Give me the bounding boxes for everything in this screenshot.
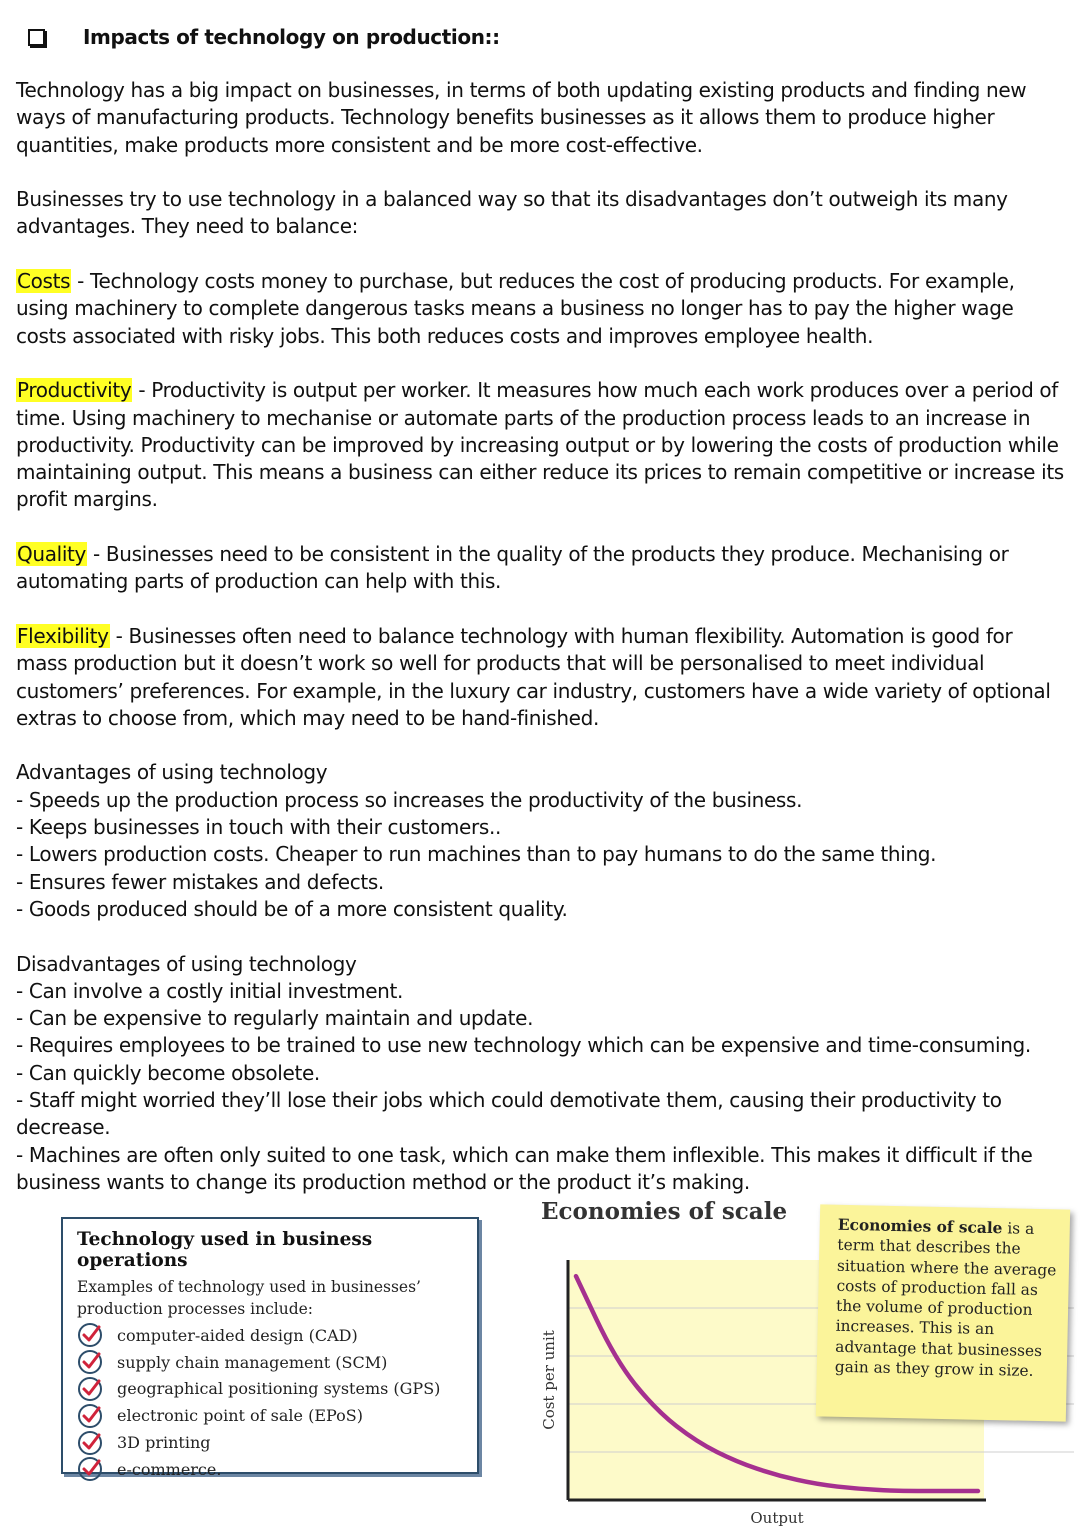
document-body — [16, 77, 1068, 1223]
factor-productivity — [16, 377, 1068, 513]
section-heading — [28, 22, 500, 52]
factor-costs — [16, 268, 1068, 350]
tech-item-text: computer-aided design (CAD) — [117, 1325, 358, 1345]
x-axis-label: Output — [750, 1509, 804, 1526]
list-item: - Can quickly become obsolete. — [16, 1060, 320, 1085]
factor-term: Quality — [17, 542, 87, 567]
disadvantages-section — [16, 951, 1068, 1197]
tech-box-intro: Examples of technology used in businesses’ production processes include: — [77, 1278, 421, 1318]
list-item: - Staff might worried they’ll lose their jobs which could demotivate them, causing their productivity to decrease. — [16, 1087, 1002, 1140]
list-item — [77, 1456, 477, 1483]
check-circle-icon — [77, 1322, 103, 1348]
factor-text: - Technology costs money to purchase, but reduces the cost of producing products. For example, using machinery to complete dangerous tasks means a business no longer has to pay the higher wage costs associated with risky jobs. This both reduces costs and improves employee health. — [16, 269, 1015, 348]
factor-quality — [16, 541, 1068, 596]
checkbox-bullet-icon — [28, 29, 45, 46]
tech-item-text: electronic point of sale (EPoS) — [117, 1406, 363, 1426]
factor-term: Flexibility — [17, 623, 109, 648]
list-item: - Can involve a costly initial investment. — [16, 978, 403, 1003]
check-circle-icon — [77, 1349, 103, 1375]
factor-text: - Productivity is output per worker. It measures how much each work produces over a period of time. Using machinery to mechanise or automate parts of the production process leads to an increase in productivity. Productivity can be improved by increasing output or by lowering the costs of production while maintaining output. This means a business can either reduce its prices to remain competitive or increase its profit margins. — [16, 378, 1064, 512]
tech-list — [77, 1322, 477, 1483]
tech-item-text: e-commerce. — [117, 1459, 222, 1479]
list-item — [77, 1429, 477, 1456]
factor-text: - Businesses often need to balance technology with human flexibility. Automation is good for mass production but it doesn’t work so well for products that will be personalised to meet individual customers’ preferences. For example, in the luxury car industry, customers have a wide variety of optional extras to choose from, which may need to be hand-finished. — [16, 623, 1051, 730]
note-term: Economies of scale — [837, 1215, 1003, 1238]
list-item: - Keeps businesses in touch with their customers.. — [16, 815, 501, 840]
tech-item-text: geographical positioning systems (GPS) — [117, 1379, 441, 1399]
balance-paragraph: Businesses try to use technology in a balanced way so that its disadvantages don’t outweigh its many advantages. They need to balance: — [16, 187, 1008, 239]
list-item — [77, 1376, 477, 1403]
list-item: - Speeds up the production process so increases the productivity of the business. — [16, 787, 803, 812]
tech-item-text: 3D printing — [117, 1433, 211, 1453]
note-text: is a term that describes the situation where the average costs of production fall as the volume of production increases. This is an advantage that businesses gain as they grow in size. — [834, 1219, 1057, 1380]
list-item — [77, 1322, 477, 1349]
list-item — [77, 1402, 477, 1429]
chart-title: Economies of scale — [541, 1198, 788, 1225]
list-item: - Can be expensive to regularly maintain and update. — [16, 1006, 534, 1031]
disadvantages-title: Disadvantages of using technology — [16, 951, 357, 976]
list-item: - Goods produced should be of a more consistent quality. — [16, 896, 568, 921]
check-circle-icon — [77, 1456, 103, 1482]
list-item: - Machines are often only suited to one task, which can make them inflexible. This makes it difficult if the business wants to change its production method or the product it’s making. — [16, 1142, 1033, 1194]
advantages-section — [16, 759, 1068, 923]
y-axis-label: Cost per unit — [540, 1330, 558, 1430]
list-item: - Ensures fewer mistakes and defects. — [16, 869, 384, 894]
list-item: - Requires employees to be trained to use new technology which can be expensive and time-consuming. — [16, 1033, 1031, 1058]
list-item: - Lowers production costs. Cheaper to run machines than to pay humans to do the same thing. — [16, 842, 937, 867]
factor-flexibility — [16, 623, 1068, 732]
intro-paragraph: Technology has a big impact on businesses, in terms of both updating existing products and finding new ways of manufacturing products. Technology benefits businesses as it allows them to produce higher quantities, make products more consistent and be more cost-effective. — [16, 78, 1027, 157]
check-circle-icon — [77, 1403, 103, 1429]
factor-text: - Businesses need to be consistent in the quality of the products they produce. Mechanising or automating parts of production can help with this. — [16, 542, 1009, 594]
tech-box-title: Technology used in business operations — [77, 1229, 373, 1271]
sticky-note — [816, 1204, 1070, 1421]
check-circle-icon — [77, 1430, 103, 1456]
factor-term: Productivity — [17, 378, 132, 403]
heading-text: Impacts of technology on production:: — [83, 25, 500, 49]
list-item — [77, 1349, 477, 1376]
advantages-title: Advantages of using technology — [16, 760, 328, 785]
factor-term: Costs — [17, 269, 71, 294]
check-circle-icon — [77, 1376, 103, 1402]
tech-item-text: supply chain management (SCM) — [117, 1352, 388, 1372]
technology-box — [61, 1217, 479, 1479]
